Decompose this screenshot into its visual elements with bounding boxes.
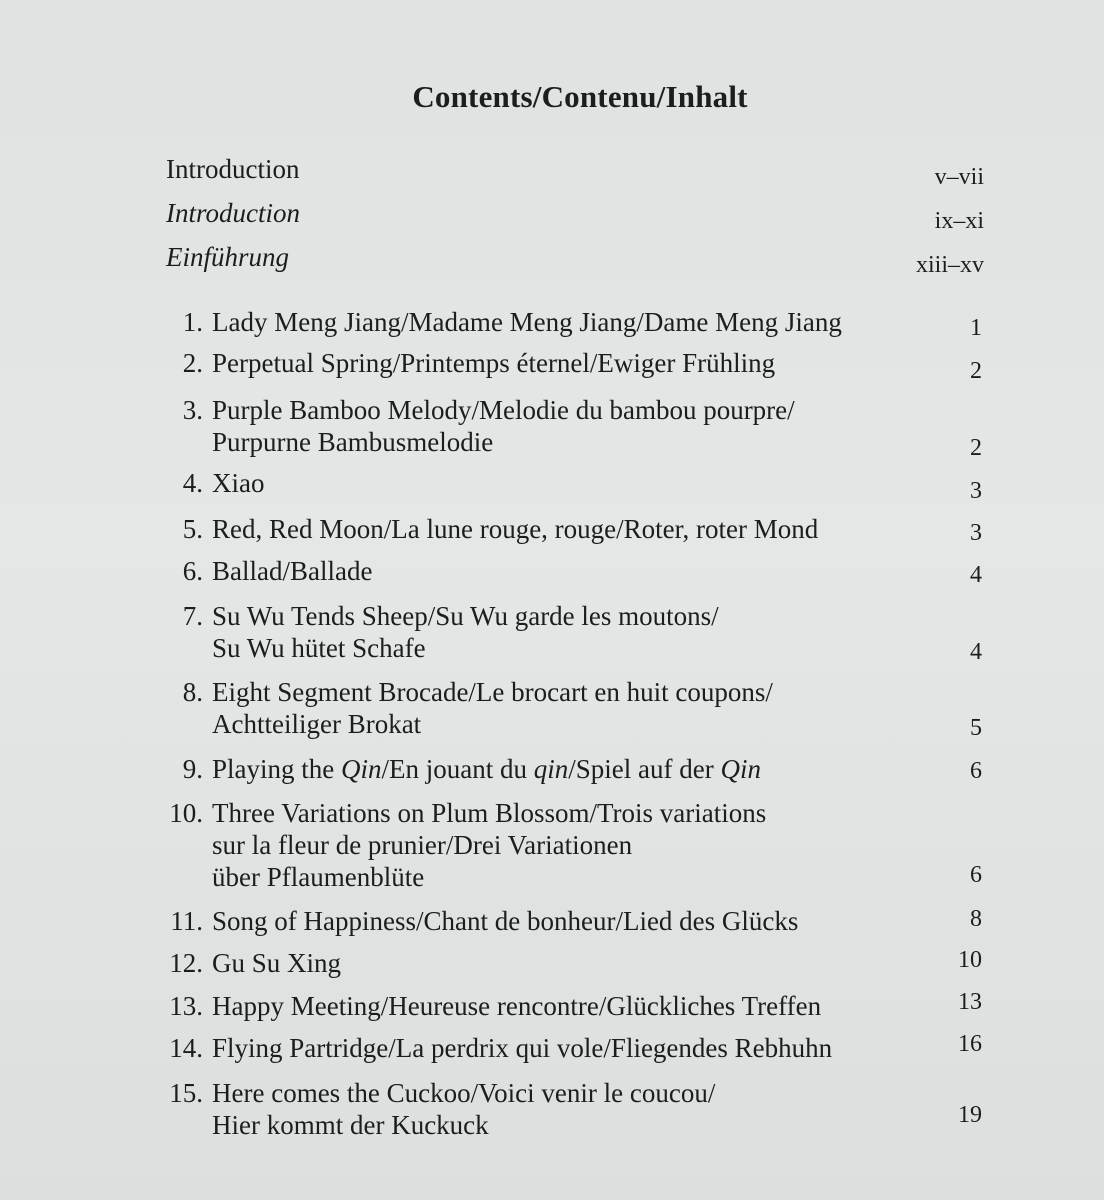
entry-number: 5. xyxy=(182,514,203,544)
entry-title-line: Su Wu hütet Schafe xyxy=(212,633,426,663)
intro-label: Introduction xyxy=(166,154,300,184)
entry-title-part: Playing the xyxy=(212,754,341,784)
entry-title-italic: qin xyxy=(533,754,569,784)
intro-label: Introduction xyxy=(166,198,300,228)
entry-title xyxy=(212,990,821,1022)
entry-number: 11. xyxy=(170,906,203,936)
entry-title-line: Xiao xyxy=(212,468,265,498)
entry-title-line: Eight Segment Brocade/Le brocart en huit coupons/ xyxy=(212,677,773,707)
entry-title-italic: Qin xyxy=(341,754,382,784)
entry-title-line: Purpurne Bambusmelodie xyxy=(212,427,494,457)
entry-number: 10. xyxy=(169,798,203,828)
entry-title xyxy=(212,394,795,458)
entry-title xyxy=(212,513,818,545)
entry-number: 14. xyxy=(169,1033,203,1063)
entry-title-line: Achtteiliger Brokat xyxy=(212,709,422,739)
entry-title-line: Hier kommt der Kuckuck xyxy=(212,1110,489,1140)
intro-pages: ix–xi xyxy=(934,208,984,234)
entry-title xyxy=(212,676,773,740)
entry-title xyxy=(212,467,264,499)
entry-title-line xyxy=(212,753,761,785)
entry-page: 19 xyxy=(958,1102,982,1128)
entry-title-line: Red, Red Moon/La lune rouge, rouge/Roter, roter Mond xyxy=(212,514,819,544)
entry-title-line: Happy Meeting/Heureuse rencontre/Glückliches Treffen xyxy=(212,991,822,1021)
entry-title xyxy=(212,1077,715,1141)
entry-number: 13. xyxy=(169,991,203,1021)
entry-title xyxy=(212,1032,832,1064)
entry-number: 6. xyxy=(182,556,203,586)
intro-pages: v–vii xyxy=(934,164,984,190)
entry-number: 8. xyxy=(182,677,203,707)
intro-pages: xiii–xv xyxy=(915,252,984,278)
entry-number: 9. xyxy=(182,754,203,784)
entry-page: 5 xyxy=(970,715,982,741)
entry-title-part: /En jouant du xyxy=(381,754,534,784)
entry-page: 16 xyxy=(958,1031,982,1057)
entry-title xyxy=(212,306,842,338)
page-title: Contents/Contenu/Inhalt xyxy=(412,78,748,114)
intro-label: Einführung xyxy=(166,242,290,272)
entry-page: 10 xyxy=(958,947,982,973)
entry-page: 6 xyxy=(970,758,982,784)
entry-title xyxy=(212,347,775,379)
entry-page: 6 xyxy=(970,862,982,888)
entry-title-line: über Pflaumenblüte xyxy=(212,862,425,892)
entry-number: 12. xyxy=(169,948,203,978)
entry-title xyxy=(212,600,719,664)
entry-title-line: Three Variations on Plum Blossom/Trois variations xyxy=(212,798,767,828)
entry-title-line: Here comes the Cuckoo/Voici venir le coucou/ xyxy=(212,1078,716,1108)
entry-number: 3. xyxy=(182,395,203,425)
entry-page: 13 xyxy=(958,989,982,1015)
entry-title-line: sur la fleur de prunier/Drei Variationen xyxy=(212,830,633,860)
entry-title xyxy=(212,947,341,979)
entry-title-line: Flying Partridge/La perdrix qui vole/Fliegendes Rebhuhn xyxy=(212,1033,833,1063)
entry-page: 2 xyxy=(970,358,982,384)
entry-page: 3 xyxy=(970,478,982,504)
entry-page: 1 xyxy=(970,315,982,341)
entry-page: 2 xyxy=(970,435,982,461)
entry-page: 4 xyxy=(970,562,982,588)
entry-title xyxy=(212,905,798,937)
entry-page: 3 xyxy=(970,520,982,546)
entry-number: 2. xyxy=(182,348,203,378)
intro-row-french xyxy=(166,198,984,238)
entry-page: 4 xyxy=(970,639,982,665)
entry-number: 7. xyxy=(182,601,203,631)
intro-row-german xyxy=(166,242,984,282)
entry-number: 15. xyxy=(169,1078,203,1108)
entry-title xyxy=(212,555,372,587)
entry-title xyxy=(212,753,761,785)
entry-number: 1. xyxy=(182,307,203,337)
entry-title-line: Su Wu Tends Sheep/Su Wu garde les moutons/ xyxy=(212,601,719,631)
entry-title-line: Perpetual Spring/Printemps éternel/Ewiger Frühling xyxy=(212,348,776,378)
entry-title-line: Lady Meng Jiang/Madame Meng Jiang/Dame Meng Jiang xyxy=(212,307,842,337)
entry-title-line: Gu Su Xing xyxy=(212,948,342,978)
entry-title-line: Song of Happiness/Chant de bonheur/Lied des Glücks xyxy=(212,906,799,936)
entry-title-line: Ballad/Ballade xyxy=(212,556,373,586)
entry-title-line: Purple Bamboo Melody/Melodie du bambou pourpre/ xyxy=(212,395,795,425)
entry-number: 4. xyxy=(182,468,203,498)
entry-title xyxy=(212,797,766,893)
intro-row-english xyxy=(166,154,984,194)
entry-title-part: /Spiel auf der xyxy=(568,754,721,784)
entry-title-italic: Qin xyxy=(720,754,761,784)
entry-page: 8 xyxy=(970,906,982,932)
